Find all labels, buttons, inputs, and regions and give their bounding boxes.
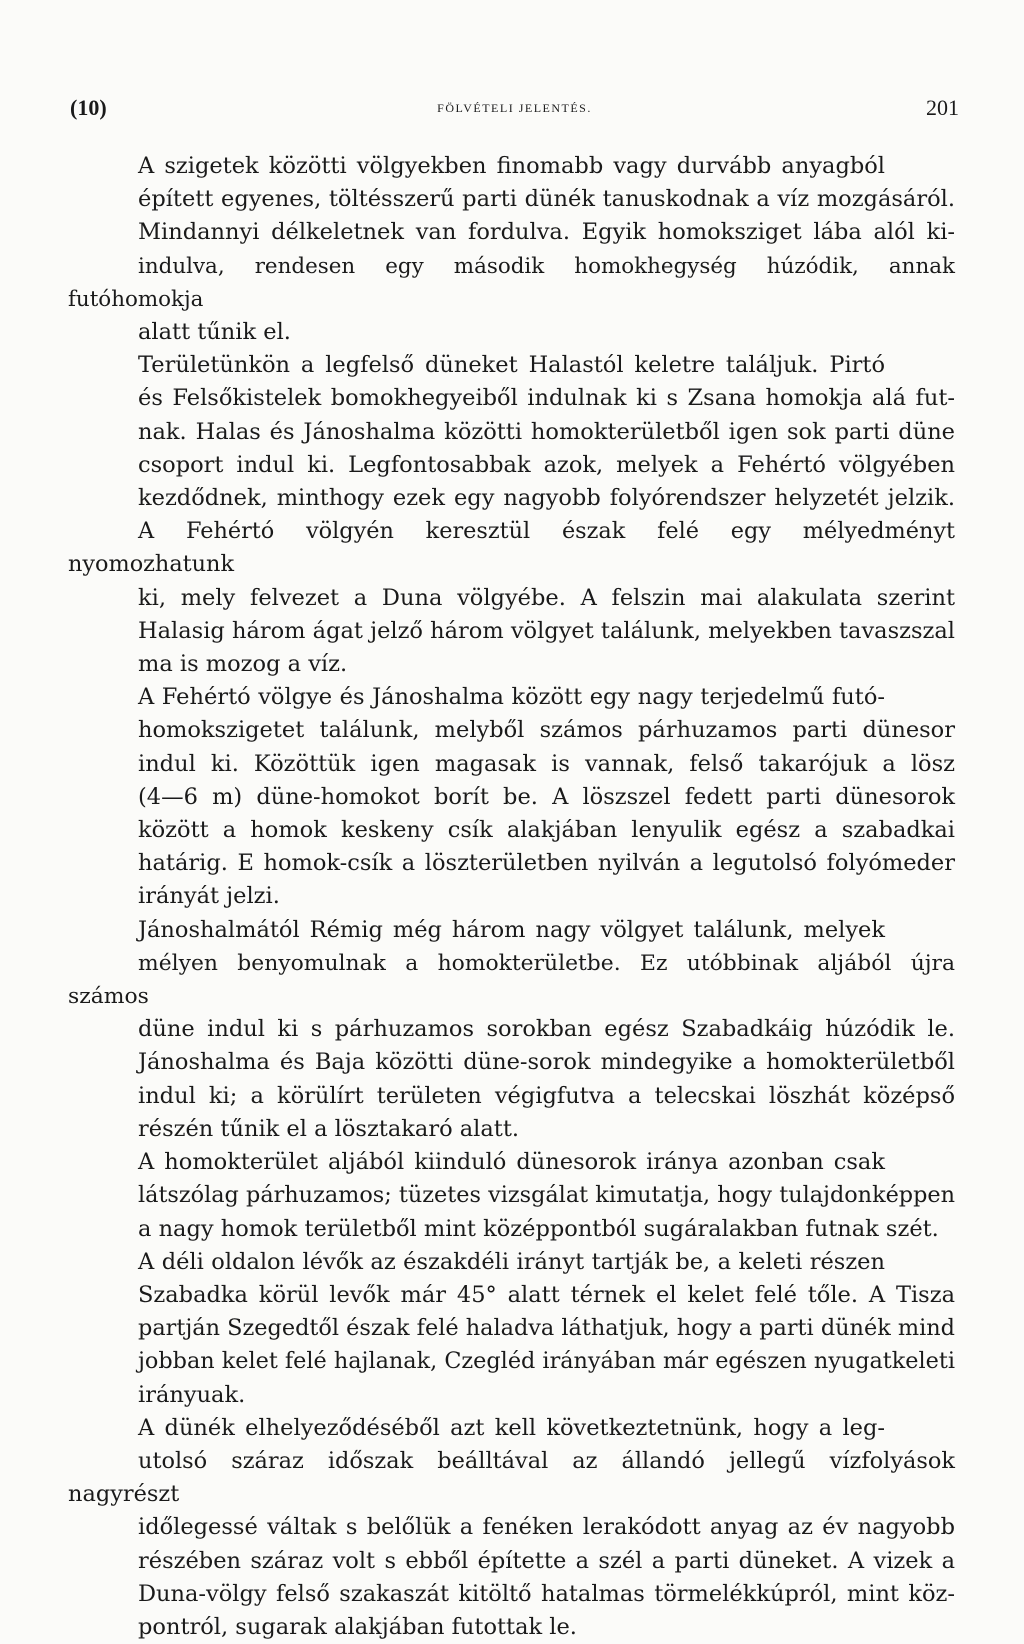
running-header xyxy=(70,95,959,125)
text-line: határig. E homok-csík a löszterületben nyilván a legutolsó folyómeder xyxy=(138,850,955,877)
text-line: irányuak. xyxy=(138,1381,246,1408)
text-line: között a homok keskeny csík alakjában lenyulik egész a szabadkai xyxy=(138,817,955,844)
text-line: Területünkön a legfelső düneket Halastól keletre találjuk. Pirtó xyxy=(138,352,885,379)
text-line: Duna-völgy felső szakaszát kitöltő hatalmas törmelékkúpról, mint köz- xyxy=(138,1580,955,1607)
text-line: részében száraz volt s ebből építette a szél a parti düneket. A vizek a xyxy=(138,1547,955,1574)
text-line: indulva, rendesen egy második homokhegység húzódik, annak futóhomokja xyxy=(68,253,955,312)
text-line: pontról, sugarak alakjában futottak le. xyxy=(138,1613,577,1640)
text-line: Jánoshalmától Rémig még három nagy völgyet találunk, melyek xyxy=(138,916,885,943)
section-number: (10) xyxy=(70,95,107,120)
text-line: és Felsőkistelek bomokhegyeiből indulnak ki s Zsana homokja alá fut- xyxy=(138,385,955,412)
running-title: FÖLVÉTELI JELENTÉS. xyxy=(437,101,592,115)
text-line: A dünék elhelyeződéséből azt kell következtetnünk, hogy a leg- xyxy=(138,1414,885,1441)
text-line: csoport indul ki. Legfontosabbak azok, melyek a Fehértó völgyében xyxy=(138,451,955,478)
text-line: időlegessé váltak s belőlük a fenéken lerakódott anyag az év nagyobb xyxy=(138,1514,955,1541)
text-line: nak. Halas és Jánoshalma közötti homokterületből igen sok parti düne xyxy=(138,418,955,445)
text-line: Mindannyi délkeletnek van fordulva. Egyik homoksziget lába alól ki- xyxy=(138,219,955,246)
paragraph xyxy=(68,1146,955,1246)
text-line: indul ki. Közöttük igen magasak is vannak, felső takarójuk a lösz xyxy=(138,750,955,777)
body-text xyxy=(68,150,955,1644)
paragraph xyxy=(68,681,955,913)
text-line: A Fehértó völgye és Jánoshalma között egy nagy terjedelmű futó- xyxy=(138,684,885,711)
text-line: jobban kelet felé hajlanak, Czegléd irányában már egészen nyugatkeleti xyxy=(138,1348,955,1375)
text-line: kezdődnek, minthogy ezek egy nagyobb folyórendszer helyzetét jelzik. xyxy=(138,485,955,512)
text-line: düne indul ki s párhuzamos sorokban egész Szabadkáig húzódik le. xyxy=(138,1016,955,1043)
text-line: Szabadka körül levők már 45° alatt térnek el kelet felé tőle. A Tisza xyxy=(138,1281,955,1308)
text-line: A szigetek közötti völgyekben finomabb vagy durvább anyagból xyxy=(138,153,885,179)
text-line: ma is mozog a víz. xyxy=(138,651,348,678)
text-line: indul ki; a körülírt területen végigfutva a telecskai löszhát középső xyxy=(138,1082,955,1109)
text-line: irányát jelzi. xyxy=(138,883,280,910)
paragraph xyxy=(68,150,955,349)
text-line: látszólag párhuzamos; tüzetes vizsgálat kimutatja, hogy tulajdonképpen xyxy=(138,1182,955,1209)
text-line: a nagy homok területből mint középpontból sugáralakban futnak szét. xyxy=(138,1215,939,1242)
text-line: részén tűnik el a lösztakaró alatt. xyxy=(138,1115,520,1142)
text-line: A Fehértó völgyén keresztül észak felé egy mélyedményt nyomozhatunk xyxy=(68,518,955,578)
text-line: épített egyenes, töltésszerű parti dünék tanuskodnak a víz mozgásáról. xyxy=(138,186,955,213)
paragraph xyxy=(68,349,955,681)
paragraph xyxy=(68,1412,955,1644)
text-line: A homokterület aljából kiinduló dünesorok iránya azonban csak xyxy=(138,1149,885,1176)
text-line: utolsó száraz időszak beálltával az állandó jellegű vízfolyások nagyrészt xyxy=(68,1447,955,1508)
text-line: homokszigetet találunk, melyből számos párhuzamos parti dünesor xyxy=(138,717,955,744)
text-line: mélyen benyomulnak a homokterületbe. Ez utóbbinak aljából újra számos xyxy=(68,950,955,1010)
text-line: alatt tűnik el. xyxy=(138,319,291,346)
paragraph xyxy=(68,914,955,1146)
page-number: 201 xyxy=(926,95,959,120)
text-line: A déli oldalon lévők az északdéli irányt tartják be, a keleti részen xyxy=(138,1248,885,1275)
paragraph xyxy=(68,1246,955,1412)
text-line: ki, mely felvezet a Duna völgyébe. A felszin mai alakulata szerint xyxy=(138,584,955,611)
text-line: partján Szegedtől észak felé haladva láthatjuk, hogy a parti dünék mind xyxy=(138,1315,955,1342)
text-line: Jánoshalma és Baja közötti düne-sorok mindegyike a homokterületből xyxy=(138,1049,955,1076)
text-line: (4—6 m) düne-homokot borít be. A löszszel fedett parti dünesorok xyxy=(138,783,955,810)
text-line: Halasig három ágat jelző három völgyet találunk, melyekben tavaszszal xyxy=(138,617,955,644)
